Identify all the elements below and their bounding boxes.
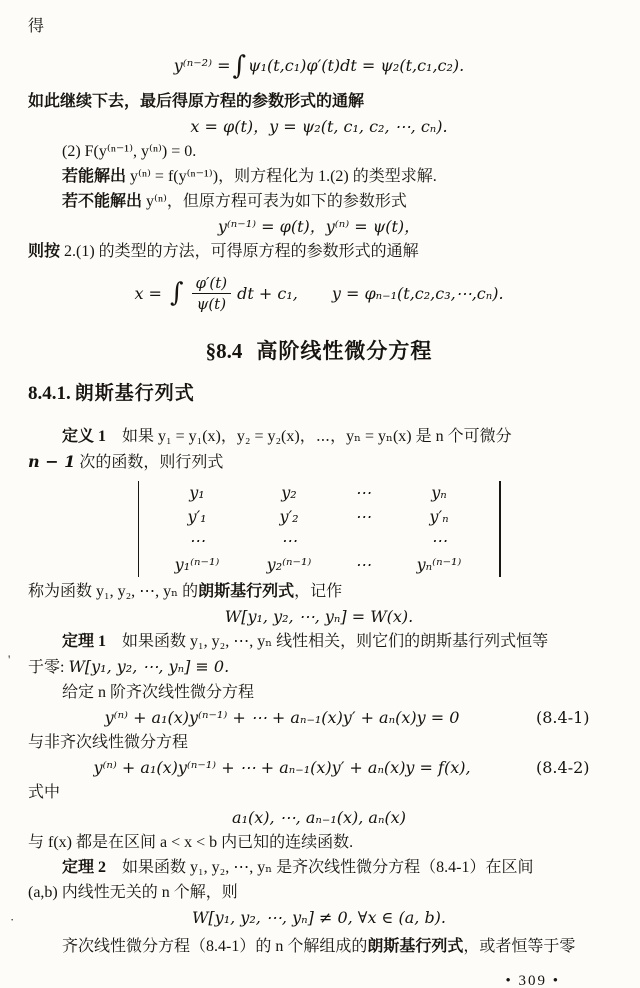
param-solution-mid: dt + c₁,: [237, 283, 298, 303]
theorem-1-line2: [28, 654, 610, 680]
determinant-right-bar: [499, 481, 501, 577]
param-solution-formula: [28, 268, 610, 318]
theorem-2-line2: (a,b) 内线性无关的 n 个解，则: [28, 883, 238, 901]
case-2-line: (2) F(y⁽ⁿ⁻¹⁾, y⁽ⁿ⁾) = 0.: [62, 143, 197, 160]
method-lead: 则按: [28, 243, 61, 260]
scan-artifact-tick: ': [8, 652, 11, 667]
subsection-heading: [28, 380, 610, 408]
nonhomogeneous-line: 与非齐次线性微分方程: [28, 733, 189, 751]
theorem-1-text: 如果函数 y₁, y₂, ⋯, yₙ 线性相关，则它们的朗斯基行列式恒等: [122, 632, 549, 650]
integral-icon: ∫: [169, 278, 184, 308]
section-number: §8.4: [205, 339, 243, 363]
given-equation-line: 给定 n 阶齐次线性微分方程: [62, 683, 255, 701]
where-label: 式中: [28, 783, 61, 801]
wronskian-name-bold: 朗斯基行列式: [198, 582, 295, 600]
lead-char: 得: [28, 18, 45, 35]
wronskian-determinant: [28, 481, 610, 577]
fraction: [192, 274, 232, 313]
scan-artifact-dot: ·: [10, 912, 15, 927]
determinant-cell: y₁: [189, 482, 205, 502]
determinant-cell: yₙ: [431, 482, 447, 502]
determinant-cell: y′ₙ: [429, 506, 449, 526]
determinant-cell: ⋯: [355, 482, 371, 502]
equation-8-4-1: [28, 705, 610, 730]
solvable-rest: y⁽ⁿ⁾ = f(y⁽ⁿ⁻¹⁾)，则方程化为 1.(2) 的类型求解.: [126, 168, 437, 185]
theorem-1-label: 定理 1: [62, 632, 107, 650]
determinant-cell: ⋯: [355, 554, 371, 574]
param-solution-pre: x =: [134, 283, 162, 303]
determinant-cell: y′₂: [279, 506, 299, 526]
theorem-2-line1: [28, 855, 610, 880]
determinant-grid: [151, 481, 487, 577]
determinant-cell: y₂⁽ⁿ⁻¹⁾: [266, 554, 312, 574]
fx-continuity-line: 与 f(x) 都是在区间 a < x < b 内已知的连续函数.: [28, 833, 354, 851]
equation-8-4-2: [28, 755, 610, 780]
wronskian-name-post: ，记作: [294, 582, 343, 600]
definition-1-line2-rest: 次的函数，则行列式: [75, 453, 224, 471]
determinant-cell: y′₁: [187, 506, 207, 526]
section-heading: [28, 336, 610, 366]
definition-1-line2: [28, 449, 610, 475]
fraction-denominator: ψ(t): [196, 294, 227, 313]
closing-pre: 齐次线性微分方程（8.4-1）的 n 个解组成的: [62, 937, 368, 955]
equation-8-4-2-body: y⁽ⁿ⁾ + a₁(x)y⁽ⁿ⁻¹⁾ + ⋯ + aₙ₋₁(x)y′ + aₙ(x)y = f(x),: [93, 757, 471, 777]
general-solution-formula: x = φ(t)，y = ψ₂(t, c₁, c₂, ⋯, cₙ).: [190, 117, 448, 136]
param-form-formula: y⁽ⁿ⁻¹⁾ = φ(t)，y⁽ⁿ⁾ = ψ(t)，: [217, 217, 421, 236]
definition-1-text: 如果 y₁ = y₁(x)，y₂ = y₂(x)，⋯，yₙ = yₙ(x) 是 n 个可微分: [122, 427, 512, 445]
determinant-cell: ⋯: [355, 506, 371, 526]
theorem-1-line1: [28, 629, 610, 654]
wronskian-name-pre: 称为函数 y₁, y₂, ⋯, yₙ 的: [28, 582, 199, 600]
param-solution-tail: y = φₙ₋₁(t,c₂,c₃,⋯,cₙ).: [331, 283, 504, 303]
solvable-lead: 若能解出: [62, 168, 127, 185]
definition-1-line1: [28, 424, 610, 449]
equation-8-4-2-tag: (8.4-2): [536, 757, 590, 777]
definition-1-line2-lead: n − 1: [28, 451, 76, 471]
unsolvable-lead: 若不能解出: [62, 193, 143, 210]
formula-chain: [28, 49, 610, 83]
definition-1-label: 定义 1: [62, 427, 107, 445]
equation-8-4-1-tag: (8.4-1): [536, 707, 590, 727]
method-line: [28, 239, 610, 264]
unsolvable-line: [28, 189, 610, 214]
formula-chain-pre: y⁽ⁿ⁻²⁾ =: [173, 56, 231, 75]
wronskian-notation: W[y₁, y₂, ⋯, yₙ] = W(x).: [224, 606, 414, 626]
unsolvable-rest: y⁽ⁿ⁾，但原方程可表为如下的参数形式: [142, 193, 407, 210]
integral-icon: ∫: [232, 51, 247, 81]
theorem-2-formula: W[y₁, y₂, ⋯, yₙ] ≠ 0, ∀x ∈ (a, b).: [191, 907, 447, 927]
wronskian-name-line: [28, 579, 610, 604]
equation-8-4-1-body: y⁽ⁿ⁾ + a₁(x)y⁽ⁿ⁻¹⁾ + ⋯ + aₙ₋₁(x)y′ + aₙ(x)y = 0: [104, 707, 460, 727]
theorem-2-text: 如果函数 y₁, y₂, ⋯, yₙ 是齐次线性微分方程（8.4-1）在区间: [122, 858, 534, 876]
closing-line: [28, 934, 610, 959]
determinant-left-bar: [138, 481, 140, 577]
determinant-cell: ⋯: [189, 530, 205, 550]
determinant-cell: yₙ⁽ⁿ⁻¹⁾: [416, 554, 462, 574]
fraction-numerator: φ′(t): [192, 274, 232, 294]
determinant-cell: ⋯: [281, 530, 297, 550]
determinant-cell: y₁⁽ⁿ⁻¹⁾: [174, 554, 220, 574]
determinant-cell: ⋯: [431, 530, 447, 550]
closing-bold: 朗斯基行列式: [367, 937, 464, 955]
theorem-1-line2-formula: W[y₁, y₂, ⋯, yₙ] ≡ 0.: [68, 656, 230, 676]
continue-line: 如此继续下去，最后得原方程的参数形式的通解: [28, 93, 365, 110]
section-title: 高阶线性微分方程: [256, 339, 433, 363]
formula-chain-post: ψ₁(t,c₁)φ′(t)dt = ψ₂(t,c₁,c₂).: [248, 56, 465, 75]
coefficients-formula: a₁(x), ⋯, aₙ₋₁(x), aₙ(x): [232, 807, 406, 827]
determinant-cell: y₂: [281, 482, 297, 502]
theorem-2-label: 定理 2: [62, 858, 107, 876]
closing-post: ，或者恒等于零: [463, 937, 576, 955]
theorem-1-line2-label: 于零:: [28, 658, 69, 676]
method-rest: 2.(1) 的类型的方法，可得原方程的参数形式的通解: [60, 243, 419, 260]
page-number: • 309 •: [505, 972, 560, 988]
subsection-title: 朗斯基行列式: [74, 383, 195, 405]
solvable-line: [28, 164, 610, 189]
subsection-number: 8.4.1.: [28, 383, 71, 405]
